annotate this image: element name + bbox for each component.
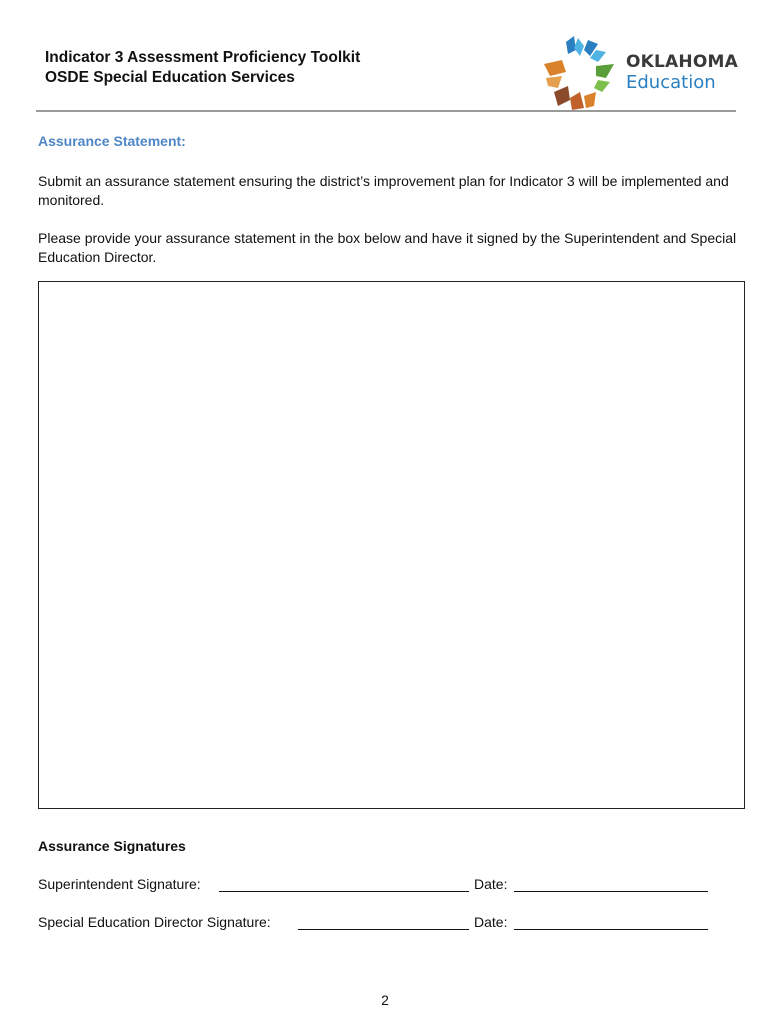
assurance-signatures-heading: Assurance Signatures — [38, 838, 186, 854]
superintendent-signature-label: Superintendent Signature: — [38, 876, 201, 892]
director-signature-label: Special Education Director Signature: — [38, 914, 271, 930]
assurance-statement-heading: Assurance Statement: — [38, 133, 186, 149]
header-divider — [36, 110, 736, 112]
assurance-statement-box[interactable] — [38, 281, 745, 809]
logo-word-education: Education — [626, 72, 716, 93]
director-date-field[interactable] — [514, 929, 708, 930]
logo-word-oklahoma: OKLAHOMA — [626, 52, 738, 72]
star-emblem-icon — [540, 36, 620, 112]
header-title-line1: Indicator 3 Assessment Proficiency Toolkit — [45, 49, 361, 66]
instruction-paragraph-2: Please provide your assurance statement in the box below and have it signed by the Superintendent and Special Education Director. — [38, 230, 737, 265]
director-date-label: Date: — [474, 914, 508, 930]
superintendent-signature-field[interactable] — [219, 891, 469, 892]
superintendent-signature-row — [38, 876, 738, 896]
logo-wordmark — [626, 52, 738, 94]
instruction-paragraph-1: Submit an assurance statement ensuring the district’s improvement plan for Indicator 3 will be implemented and monitored. — [38, 173, 729, 208]
director-signature-field[interactable] — [298, 929, 469, 930]
page-number: 2 — [381, 992, 389, 1008]
oklahoma-education-logo — [540, 36, 740, 112]
document-header-title — [45, 48, 360, 88]
superintendent-date-label: Date: — [474, 876, 508, 892]
header-title-line2: OSDE Special Education Services — [45, 69, 295, 86]
director-signature-row — [38, 914, 738, 934]
superintendent-date-field[interactable] — [514, 891, 708, 892]
